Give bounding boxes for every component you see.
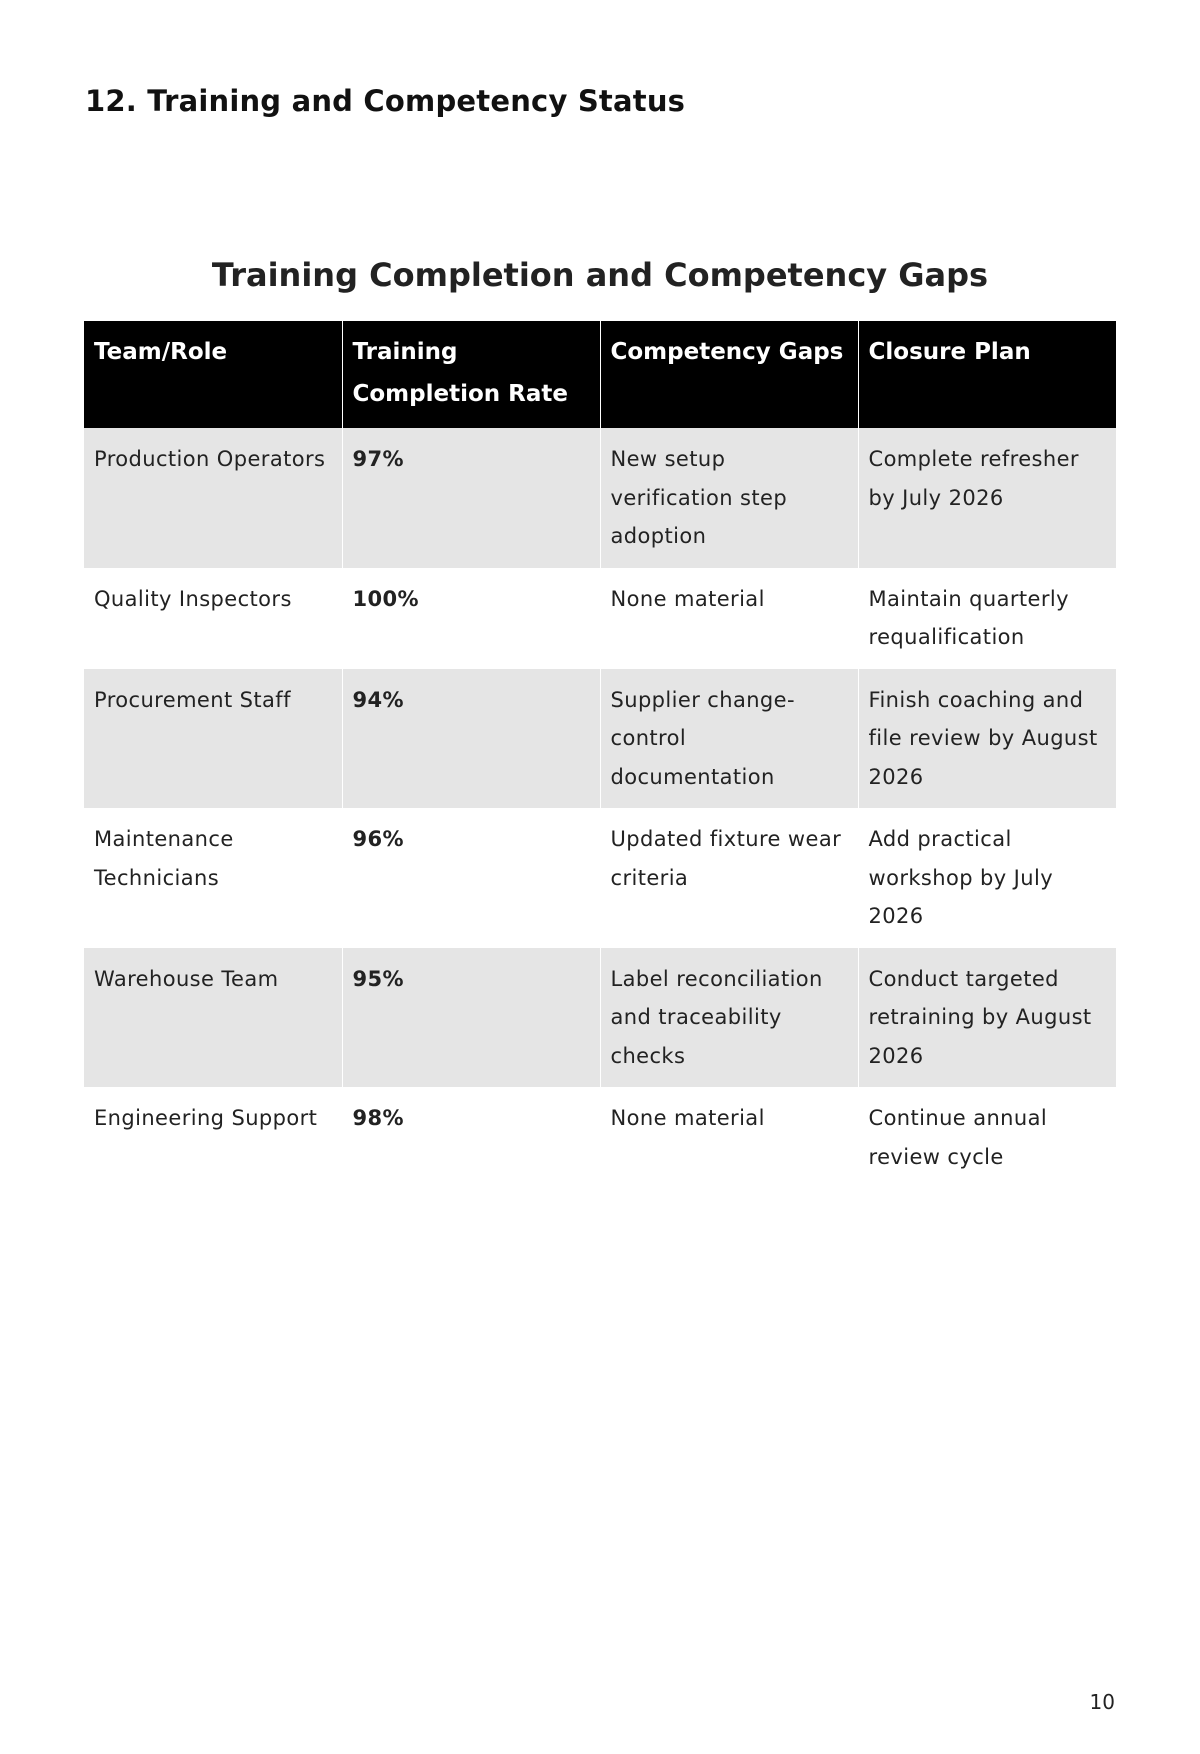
table-row bbox=[84, 568, 1116, 669]
table-title: Training Completion and Competency Gaps bbox=[211, 256, 989, 294]
cell-completion-rate: 98% bbox=[342, 1087, 600, 1188]
header-competency-gaps: Competency Gaps bbox=[600, 321, 858, 428]
table-header-row bbox=[84, 321, 1116, 428]
table-row bbox=[84, 1087, 1116, 1188]
cell-closure-plan: Maintain quarterly requalification bbox=[858, 568, 1116, 669]
cell-competency-gaps: New setup verification step adoption bbox=[600, 428, 858, 568]
header-training-completion-rate: Training Completion Rate bbox=[342, 321, 600, 428]
cell-completion-rate: 97% bbox=[342, 428, 600, 568]
cell-competency-gaps: None material bbox=[600, 1087, 858, 1188]
page-number: 10 bbox=[1089, 1690, 1115, 1714]
cell-closure-plan: Add practical workshop by July 2026 bbox=[858, 808, 1116, 948]
table-row bbox=[84, 948, 1116, 1088]
training-competency-table bbox=[84, 321, 1116, 1188]
cell-team-role: Maintenance Technicians bbox=[84, 808, 342, 948]
cell-team-role: Engineering Support bbox=[84, 1087, 342, 1188]
cell-completion-rate: 94% bbox=[342, 669, 600, 809]
header-team-role: Team/Role bbox=[84, 321, 342, 428]
section-heading: 12. Training and Competency Status bbox=[85, 84, 686, 118]
cell-team-role: Production Operators bbox=[84, 428, 342, 568]
cell-competency-gaps: Supplier change-control documentation bbox=[600, 669, 858, 809]
cell-competency-gaps: Label reconciliation and traceability checks bbox=[600, 948, 858, 1088]
cell-completion-rate: 100% bbox=[342, 568, 600, 669]
cell-team-role: Warehouse Team bbox=[84, 948, 342, 1088]
cell-closure-plan: Continue annual review cycle bbox=[858, 1087, 1116, 1188]
cell-closure-plan: Finish coaching and file review by August 2026 bbox=[858, 669, 1116, 809]
cell-competency-gaps: Updated fixture wear criteria bbox=[600, 808, 858, 948]
cell-team-role: Quality Inspectors bbox=[84, 568, 342, 669]
table-row bbox=[84, 808, 1116, 948]
cell-team-role: Procurement Staff bbox=[84, 669, 342, 809]
cell-completion-rate: 96% bbox=[342, 808, 600, 948]
cell-completion-rate: 95% bbox=[342, 948, 600, 1088]
cell-closure-plan: Conduct targeted retraining by August 2026 bbox=[858, 948, 1116, 1088]
header-closure-plan: Closure Plan bbox=[858, 321, 1116, 428]
table-row bbox=[84, 669, 1116, 809]
cell-competency-gaps: None material bbox=[600, 568, 858, 669]
cell-closure-plan: Complete refresher by July 2026 bbox=[858, 428, 1116, 568]
table-row bbox=[84, 428, 1116, 568]
